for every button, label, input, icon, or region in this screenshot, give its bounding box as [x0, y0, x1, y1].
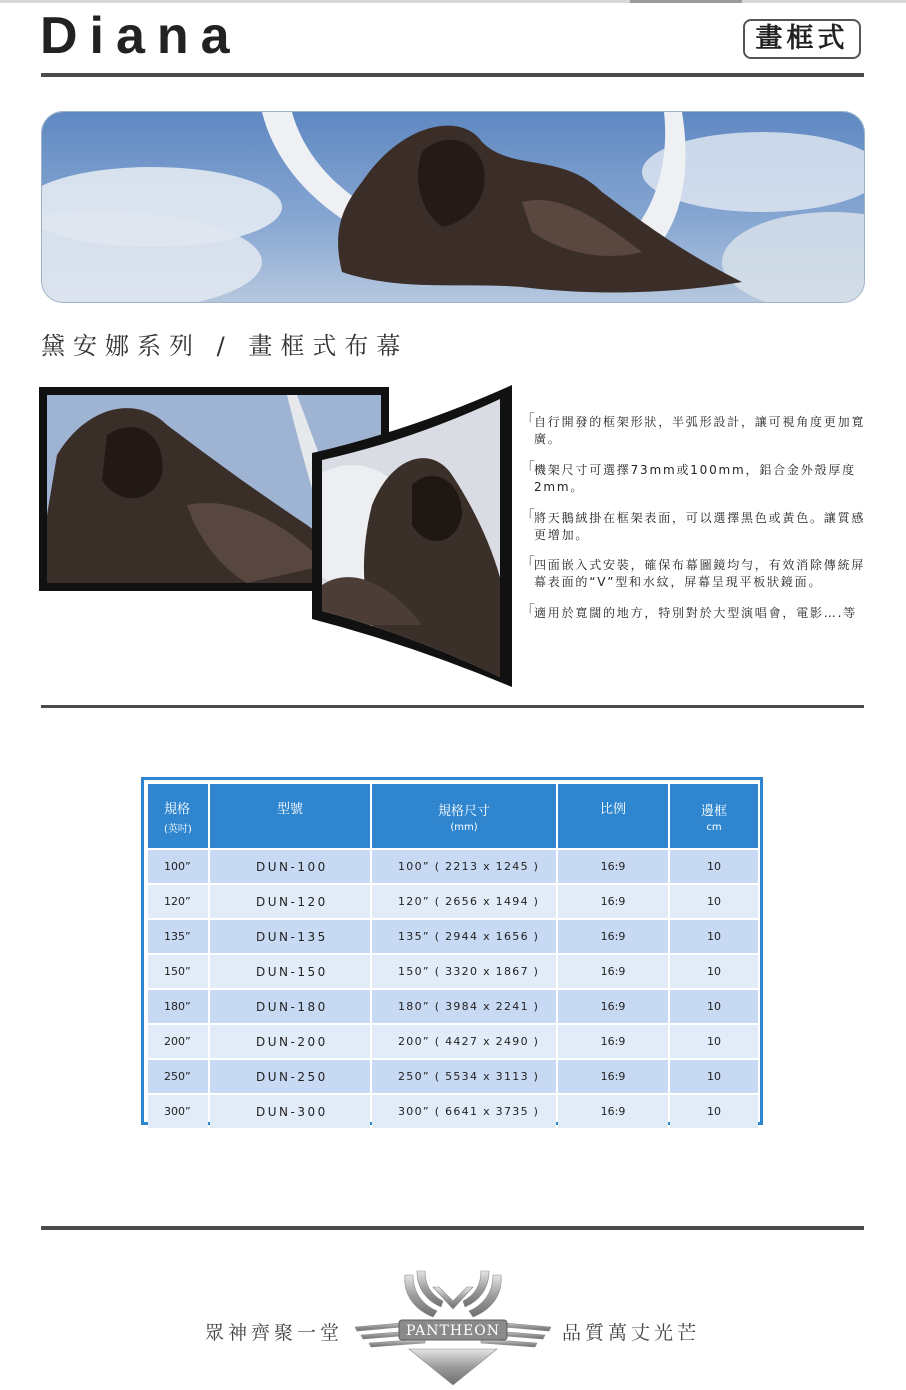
- footer-slogan-left: 眾神齊聚一堂: [205, 1322, 344, 1344]
- table-row: [148, 1025, 758, 1058]
- table-row: [148, 1060, 758, 1093]
- spec-table: [146, 782, 760, 1130]
- cell-dimensions: 135” ( 2944 x 1656 ): [372, 920, 556, 953]
- logo-subtext: PROJECTOR SCREENS: [431, 1342, 475, 1347]
- table-header-row: [148, 784, 758, 848]
- feature-item: [520, 507, 870, 544]
- cell-ratio: 16:9: [558, 850, 668, 883]
- series-subtitle: 黛安娜系列 / 畫框式布幕: [41, 332, 409, 360]
- cell-size: 135”: [148, 920, 208, 953]
- cell-model: DUN-250: [210, 1060, 370, 1093]
- cell-border: 10: [670, 990, 758, 1023]
- cell-border: 10: [670, 955, 758, 988]
- cell-dimensions: 250” ( 5534 x 3113 ): [372, 1060, 556, 1093]
- feature-text: 適用於寬闊的地方，特別對於大型演唱會，電影….等: [534, 606, 858, 620]
- bracket-icon: 「: [520, 507, 537, 525]
- curved-frame-screen-image: [312, 385, 514, 687]
- col-header-border: 邊框 cm: [670, 784, 758, 848]
- col-header-size: 規格 (英吋): [148, 784, 208, 848]
- hero-banner-image: [41, 111, 865, 303]
- col-header-model: 型號: [210, 784, 370, 848]
- table-row: [148, 920, 758, 953]
- cell-ratio: 16:9: [558, 885, 668, 918]
- cell-size: 120”: [148, 885, 208, 918]
- cell-model: DUN-180: [210, 990, 370, 1023]
- bracket-icon: 「: [520, 554, 537, 572]
- bracket-icon: 「: [520, 411, 537, 429]
- cell-border: 10: [670, 1095, 758, 1128]
- table-row: [148, 885, 758, 918]
- cell-size: 300”: [148, 1095, 208, 1128]
- feature-text: 機架尺寸可選擇73mm或100mm，鋁合金外殼厚度2mm。: [534, 463, 856, 494]
- table-row: [148, 955, 758, 988]
- cell-dimensions: 120” ( 2656 x 1494 ): [372, 885, 556, 918]
- cell-size: 100”: [148, 850, 208, 883]
- cell-size: 200”: [148, 1025, 208, 1058]
- cell-ratio: 16:9: [558, 920, 668, 953]
- bracket-icon: 「: [520, 459, 537, 477]
- cell-size: 180”: [148, 990, 208, 1023]
- table-row: [148, 990, 758, 1023]
- feature-text: 將天鵝絨掛在框架表面，可以選擇黑色或黃色。讓質感更增加。: [534, 511, 866, 542]
- table-row: [148, 1095, 758, 1128]
- feature-item: [520, 459, 870, 496]
- feature-item: [520, 411, 870, 448]
- cell-size: 150”: [148, 955, 208, 988]
- col-header-dimensions: 規格尺寸 (mm): [372, 784, 556, 848]
- cell-dimensions: 200” ( 4427 x 2490 ): [372, 1025, 556, 1058]
- cell-model: DUN-150: [210, 955, 370, 988]
- cell-dimensions: 100” ( 2213 x 1245 ): [372, 850, 556, 883]
- cell-dimensions: 150” ( 3320 x 1867 ): [372, 955, 556, 988]
- cell-size: 250”: [148, 1060, 208, 1093]
- cell-model: DUN-100: [210, 850, 370, 883]
- top-border-accent: [630, 0, 742, 3]
- brand-title: Diana: [40, 7, 242, 65]
- bracket-icon: 「: [520, 602, 537, 620]
- col-header-ratio: 比例: [558, 784, 668, 848]
- feature-item: [520, 554, 870, 591]
- type-badge: 畫框式: [743, 19, 861, 59]
- cell-border: 10: [670, 885, 758, 918]
- feature-text: 自行開發的框架形狀，半弧形設計，讓可視角度更加寬廣。: [534, 415, 866, 446]
- cell-model: DUN-300: [210, 1095, 370, 1128]
- footer-divider: [41, 1226, 864, 1230]
- header-divider: [41, 73, 864, 77]
- cell-ratio: 16:9: [558, 955, 668, 988]
- footer-slogan-right: 品質萬丈光芒: [562, 1322, 701, 1344]
- cell-ratio: 16:9: [558, 1025, 668, 1058]
- feature-item: [520, 602, 870, 622]
- cell-dimensions: 300” ( 6641 x 3735 ): [372, 1095, 556, 1128]
- cell-border: 10: [670, 920, 758, 953]
- cell-model: DUN-120: [210, 885, 370, 918]
- cell-border: 10: [670, 1025, 758, 1058]
- feature-text: 四面嵌入式安裝，確保布幕圖鏡均勻，有效消除傳統屏幕表面的“V”型和水紋，屏幕呈現平板狀鏡面。: [534, 558, 866, 589]
- cell-ratio: 16:9: [558, 990, 668, 1023]
- table-row: [148, 850, 758, 883]
- cell-dimensions: 180” ( 3984 x 2241 ): [372, 990, 556, 1023]
- cell-ratio: 16:9: [558, 1060, 668, 1093]
- cell-ratio: 16:9: [558, 1095, 668, 1128]
- cell-border: 10: [670, 1060, 758, 1093]
- cell-border: 10: [670, 850, 758, 883]
- pantheon-logo: [355, 1265, 551, 1387]
- cell-model: DUN-200: [210, 1025, 370, 1058]
- logo-wordmark: PANTHEON: [406, 1323, 500, 1339]
- cell-model: DUN-135: [210, 920, 370, 953]
- top-border-line: [0, 0, 906, 3]
- spec-table-frame: [141, 777, 763, 1125]
- section-divider: [41, 705, 864, 708]
